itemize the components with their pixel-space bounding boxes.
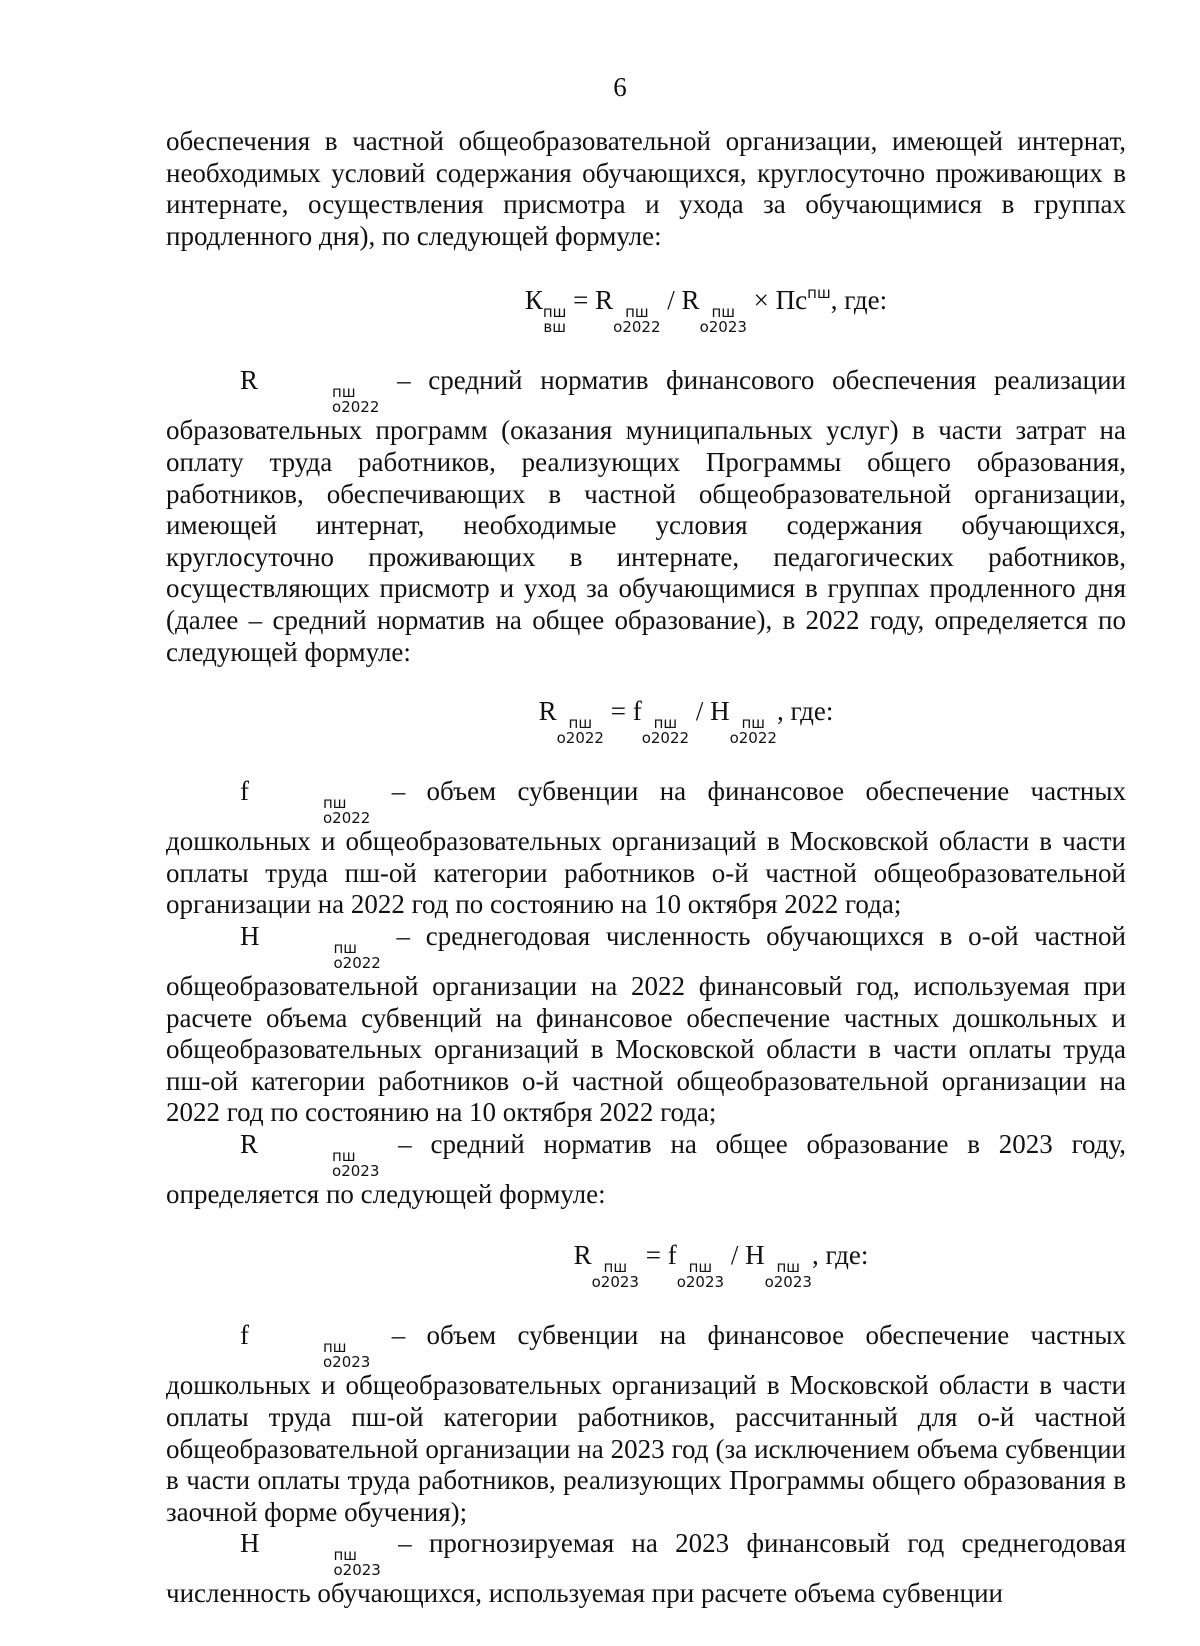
formula-term-a: R	[573, 1240, 592, 1271]
definition-h2022	[166, 921, 1126, 1129]
formula-term-b-sup: пш	[653, 714, 678, 733]
formula-lhs-sub: вш	[543, 318, 566, 337]
definition-text: – объем субвенции на финансовое обеспечение частных дошкольных и общеобразовательных организаций в Московской области в части оплаты труда пш-ой категории работников, рассчитанный для о-й частной общеобразовательной организации на 2023 год (за исключением объема субвенции в части оплаты труда работников, реализующих Программы общего образования в заочной форме обучения);	[166, 1320, 1126, 1527]
definition-sup: пш	[323, 794, 347, 813]
formula-term-c-sup: пш	[807, 284, 831, 303]
formula-term-a-sup: пш	[625, 303, 649, 322]
formula-div: /	[660, 285, 682, 316]
formula-term-a-sup: пш	[603, 1258, 628, 1277]
formula-lhs: К	[524, 285, 543, 316]
formula-tail: , где:	[811, 1240, 869, 1271]
formula-eq: =	[603, 696, 633, 727]
formula-term-c: H	[710, 696, 730, 727]
definition-sub: o2023	[333, 1561, 381, 1580]
definition-h2023	[166, 1528, 1126, 1610]
definition-sup: пш	[333, 1546, 358, 1565]
formula-term-c-sub: o2022	[729, 729, 777, 748]
definition-text: – среднегодовая численность обучающихся в о-ой частной общеобразовательной организации на 2022 финансовый год, используемая при расчете объема субвенций на финансовое обеспечение частных дошкольных и общеобразовательных организаций в Московской области в части оплаты труда пш-ой категории работников о-й частной общеобразовательной организации на 2022 год по состоянию на 10 октября 2022 года;	[166, 920, 1126, 1128]
definition-sub: o2022	[333, 953, 381, 972]
definition-f2022	[166, 776, 1126, 921]
definition-r2023	[166, 1129, 1126, 1211]
formula-term-c: H	[745, 1240, 765, 1271]
definition-symbol: H	[240, 920, 260, 951]
definition-symbol: f	[240, 1320, 249, 1351]
formula-term-b-sub: o2023	[676, 1273, 725, 1292]
definition-symbol: R	[240, 1128, 259, 1159]
formula-term-c-sup: пш	[776, 1258, 801, 1277]
formula-term-b-sub: o2023	[699, 318, 747, 337]
definition-sup: пш	[332, 1146, 356, 1165]
formula-lhs-sup: пш	[542, 303, 567, 322]
formula-tail: , где:	[776, 696, 834, 727]
formula-tail: , где:	[830, 285, 888, 316]
formula-term-b-sub: o2022	[641, 729, 690, 748]
definition-f2023	[166, 1320, 1126, 1528]
formula-term-b-sup: пш	[688, 1258, 713, 1277]
formula-eq: =	[566, 285, 596, 316]
formula-term-a: R	[538, 696, 557, 727]
definition-text: – средний норматив на общее образование в 2023 году, определяется по следующей формуле:	[166, 1128, 1126, 1209]
formula-term-a-sup: пш	[568, 714, 593, 733]
definition-sub: o2022	[323, 809, 371, 828]
document-body	[166, 126, 1126, 1610]
formula-term-a-sub: o2022	[613, 318, 661, 337]
definition-sub: o2023	[323, 1353, 371, 1372]
definition-sub: o2023	[332, 1161, 380, 1180]
formula-mul: × Пс	[746, 285, 808, 316]
definition-symbol: R	[240, 365, 259, 396]
formula-k-vsh	[166, 278, 1126, 335]
formula-div: /	[724, 1240, 746, 1271]
definition-sub: o2022	[332, 398, 380, 417]
formula-div: /	[689, 696, 711, 727]
formula-term-a-sub: o2022	[556, 729, 604, 748]
formula-term-a-sub: o2023	[591, 1273, 639, 1292]
definition-sup: пш	[333, 938, 358, 957]
definition-symbol: H	[240, 1528, 260, 1559]
definition-r2022	[166, 365, 1126, 668]
intro-paragraph: обеспечения в частной общеобразовательной организации, имеющей интернат, необходимых условий содержания обучающихся, круглосуточно проживающих в интернате, осуществления присмотра и ухода за обучающимися в группах продленного дня), по следующей формуле:	[166, 126, 1126, 251]
definition-symbol: f	[240, 776, 249, 807]
formula-term-c-sub: o2023	[764, 1273, 812, 1292]
formula-r2023	[166, 1240, 1126, 1290]
page-number: 6	[613, 72, 627, 102]
definition-text: – средний норматив финансового обеспечения реализации образовательных программ (оказания муниципальных услуг) в части затрат на оплату труда работников, реализующих Программы общего образования, работников, обеспечивающих в частной общеобразовательной организации, имеющей интернат, необходимые условия содержания обучающихся, круглосуточно проживающих в интернате, педагогических работников, осуществляющих присмотр и уход за обучающимися в группах продленного дня (далее – средний норматив на общее образование), в 2022 году, определяется по следующей формуле:	[166, 365, 1126, 667]
formula-term-a: R	[595, 285, 614, 316]
formula-eq: =	[638, 1240, 668, 1271]
formula-term-b-sup: пш	[711, 303, 736, 322]
formula-term-b: R	[681, 285, 700, 316]
definition-sup: пш	[332, 383, 356, 402]
formula-term-c-sup: пш	[741, 714, 766, 733]
definition-text: – объем субвенции на финансовое обеспечение частных дошкольных и общеобразовательных организаций в Московской области в части оплаты труда пш-ой категории работников о-й частной общеобразовательной организации на 2022 год по состоянию на 10 октября 2022 года;	[166, 776, 1126, 920]
definition-text: – прогнозируемая на 2023 финансовый год среднегодовая численность обучающихся, используемая при расчете объема субвенции	[166, 1528, 1126, 1609]
formula-r2022	[166, 696, 1126, 746]
definition-sup: пш	[323, 1338, 347, 1357]
formula-term-b: f	[632, 696, 642, 727]
formula-term-b: f	[667, 1240, 677, 1271]
